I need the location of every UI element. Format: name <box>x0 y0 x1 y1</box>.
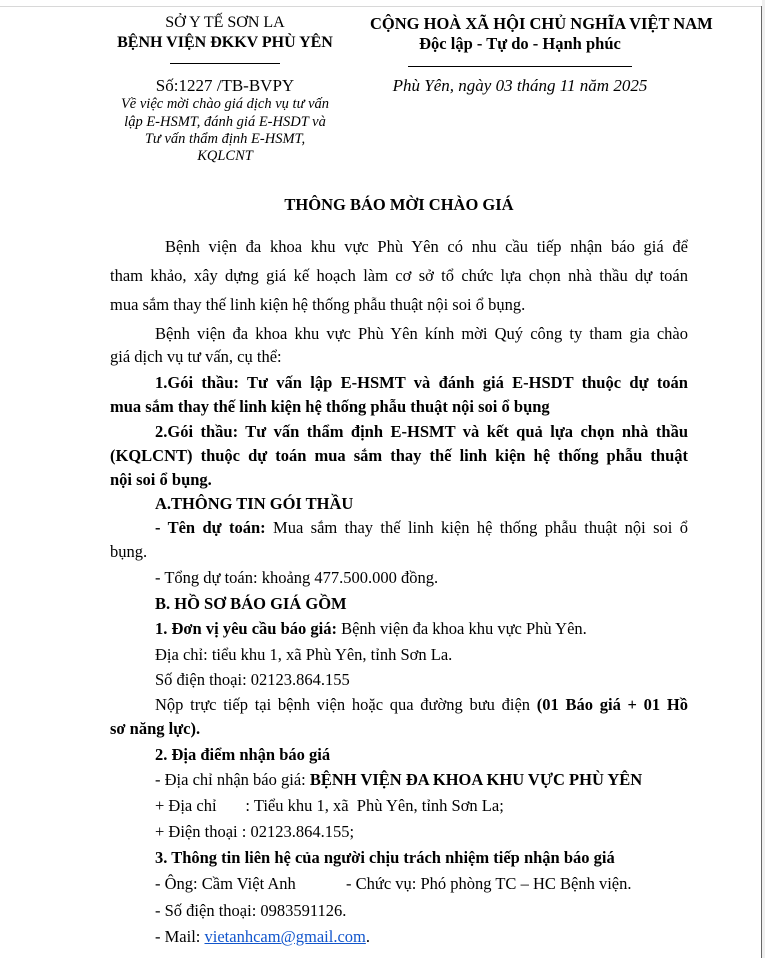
contact-mail-end: . <box>365 927 370 946</box>
ministry-name: SỞ Y TẾ SƠN LA <box>165 14 285 31</box>
receive-address: + Địa chỉ : Tiểu khu 1, xã Phù Yên, tỉnh Sơn La; <box>155 796 504 815</box>
national-title: CỘNG HOÀ XÃ HỘI CHỦ NGHĨA VIỆT NAM <box>370 14 713 33</box>
subject-line: Tư vấn thẩm định E-HSMT, <box>144 131 306 147</box>
estimate-name-label: - Tên dự toán: <box>155 518 266 537</box>
requester-line <box>155 619 587 639</box>
header-right-rule <box>408 66 632 67</box>
package-2-line: nội soi ổ bụng. <box>110 470 212 489</box>
section-a-heading: A.THÔNG TIN GÓI THẦU <box>155 494 354 513</box>
page-top-border <box>0 6 762 7</box>
intro-line: mua sắm thay thế linh kiện hệ thống phẫu thuật nội soi ổ bụng. <box>110 295 526 314</box>
package-2-line: 2.Gói thầu: Tư vấn thẩm định E-HSMT và kết quả lựa chọn nhà thầu <box>155 422 688 441</box>
submit-requirements: (01 Báo giá + 01 Hồ <box>536 695 688 714</box>
document-title: THÔNG BÁO MỜI CHÀO GIÁ <box>284 195 514 214</box>
requester-address: Địa chỉ: tiểu khu 1, xã Phù Yên, tỉnh Sơn La. <box>155 645 453 664</box>
contact-mail-line <box>155 927 370 947</box>
contact-mail-link[interactable]: vietanhcam@gmail.com <box>204 927 366 946</box>
package-1-line: mua sắm thay thế linh kiện hệ thống phẫu thuật nội soi ổ bụng <box>110 397 550 416</box>
contact-mail-label: - Mail: <box>155 927 205 946</box>
receive-phone: + Điện thoại : 02123.864.155; <box>155 822 355 841</box>
submit-line <box>155 695 688 715</box>
package-1-line: 1.Gói thầu: Tư vấn lập E-HSMT và đánh giá E-HSDT thuộc dự toán <box>155 373 688 392</box>
national-motto: Độc lập - Tự do - Hạnh phúc <box>419 34 621 53</box>
requester-label: 1. Đơn vị yêu cầu báo giá: <box>155 619 337 638</box>
contact-phone: - Số điện thoại: 0983591126. <box>155 901 347 920</box>
subject-line: Về việc mời chào giá dịch vụ tư vấn <box>120 96 330 112</box>
estimate-name-value: Mua sắm thay thế linh kiện hệ thống phẫu thuật nội soi ổ <box>265 518 688 537</box>
intro-line: Bệnh viện đa khoa khu vực Phù Yên có nhu cầu tiếp nhận báo giá để <box>165 237 688 256</box>
submit-text: Nộp trực tiếp tại bệnh viện hoặc qua đường bưu điện <box>155 695 537 714</box>
estimate-name-line <box>155 518 688 538</box>
package-2-line: (KQLCNT) thuộc dự toán mua sắm thay thế linh kiện hệ thống phẫu thuật <box>110 446 688 465</box>
contact-position: - Chức vụ: Phó phòng TC – HC Bệnh viện. <box>346 874 632 893</box>
requester-value: Bệnh viện đa khoa khu vực Phù Yên. <box>336 619 587 638</box>
invite-line: giá dịch vụ tư vấn, cụ thể: <box>110 347 282 366</box>
total-estimate: - Tổng dự toán: khoảng 477.500.000 đồng. <box>155 568 439 587</box>
requester-phone: Số điện thoại: 02123.864.155 <box>155 670 350 689</box>
submit-requirements-continued: sơ năng lực). <box>110 719 201 738</box>
subject-line: KQLCNT <box>197 148 253 164</box>
receive-address-line <box>155 770 642 790</box>
document-date: Phù Yên, ngày 03 tháng 11 năm 2025 <box>392 76 648 95</box>
intro-line: tham khảo, xây dựng giá kế hoạch làm cơ sở tổ chức lựa chọn nhà thầu dự toán <box>110 266 688 285</box>
receive-heading: 2. Địa điểm nhận báo giá <box>155 745 331 764</box>
document-number: Số:1227 /TB-BVPY <box>155 76 295 95</box>
estimate-name-continued: bụng. <box>110 542 148 561</box>
contact-heading: 3. Thông tin liên hệ của người chịu trách nhiệm tiếp nhận báo giá <box>155 848 615 867</box>
hospital-name: BỆNH VIỆN ĐKKV PHÙ YÊN <box>117 34 333 51</box>
section-b-heading: B. HỒ SƠ BÁO GIÁ GỒM <box>155 594 347 613</box>
subject-line: lập E-HSMT, đánh giá E-HSDT và <box>124 114 326 130</box>
contact-name: - Ông: Cầm Việt Anh <box>155 874 296 893</box>
receive-value: BỆNH VIỆN ĐA KHOA KHU VỰC PHÙ YÊN <box>309 770 643 789</box>
header-left-rule <box>170 63 280 64</box>
receive-label: - Địa chỉ nhận báo giá: <box>155 770 310 789</box>
invite-line: Bệnh viện đa khoa khu vực Phù Yên kính mời Quý công ty tham gia chào <box>155 324 688 343</box>
